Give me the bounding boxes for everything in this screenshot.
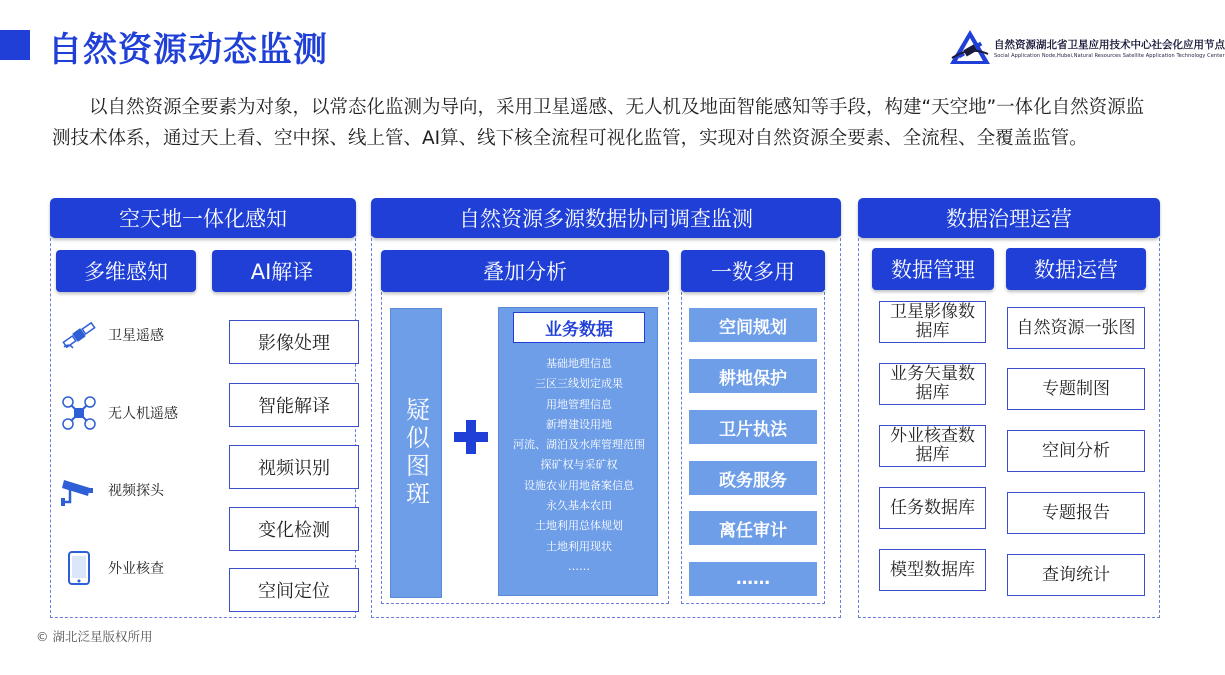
suspect-spot-label: 疑似图斑 [401, 397, 430, 509]
ops-item-query-statistics: 查询统计 [1007, 554, 1145, 596]
list-item: 设施农业用地备案信息 [524, 478, 634, 492]
db-item-business-vector: 业务矢量数据库 [879, 363, 986, 405]
list-item: 用地管理信息 [546, 397, 612, 411]
ai-title: AI解译 [212, 250, 352, 292]
multi-item-departure-audit: 离任审计 [689, 511, 817, 545]
ai-item-change-detection: 变化检测 [229, 507, 359, 551]
phone-icon [60, 550, 98, 586]
multi-item-government-service: 政务服务 [689, 461, 817, 495]
list-item: 河流、湖泊及水库管理范围 [513, 438, 645, 452]
org-subtitle: Social Application Node,Hubei,Natural Resources Satellite Application Technology Center [994, 53, 1225, 59]
ai-item-smart-interpretation: 智能解译 [229, 383, 359, 427]
multi-item-satellite-enforcement: 卫片执法 [689, 410, 817, 444]
multi-item-spatial-planning: 空间规划 [689, 308, 817, 342]
middle-panel-title: 自然资源多源数据协同调查监测 [371, 198, 841, 238]
db-item-satellite-image: 卫星影像数据库 [879, 301, 986, 343]
ops-item-resource-map: 自然资源一张图 [1007, 307, 1145, 349]
business-data-title: 业务数据 [513, 312, 645, 343]
business-data-list [499, 354, 659, 577]
list-item: 土地利用总体规划 [535, 519, 623, 533]
db-item-task: 任务数据库 [879, 487, 986, 529]
satellite-icon [60, 317, 98, 353]
list-item: 三区三线划定成果 [535, 377, 623, 391]
drone-icon [60, 395, 98, 431]
multi-item-farmland-protection: 耕地保护 [689, 359, 817, 393]
ai-item-video-recognition: 视频识别 [229, 445, 359, 489]
sensor-label: 外业核查 [108, 561, 164, 577]
list-item: 新增建设用地 [546, 417, 612, 431]
multi-item-more: …… [689, 562, 817, 596]
overlay-title: 叠加分析 [381, 250, 669, 292]
perception-title: 多维感知 [56, 250, 196, 292]
plus-icon [454, 420, 488, 454]
ai-item-image-processing: 影像处理 [229, 320, 359, 364]
list-item: 土地利用现状 [546, 539, 612, 553]
org-logo-icon [948, 28, 992, 68]
sensor-satellite [60, 315, 210, 355]
data-operation-title: 数据运营 [1006, 248, 1146, 290]
list-item: …… [568, 559, 590, 573]
ops-item-spatial-analysis: 空间分析 [1007, 430, 1145, 472]
sensor-drone [60, 393, 210, 433]
title-accent-bar [0, 30, 30, 60]
left-panel-title: 空天地一体化感知 [50, 198, 356, 238]
db-item-field-check: 外业核查数据库 [879, 425, 986, 467]
right-panel-title: 数据治理运营 [858, 198, 1160, 238]
db-item-model: 模型数据库 [879, 549, 986, 591]
intro-paragraph: 以自然资源全要素为对象，以常态化监测为导向，采用卫星遥感、无人机及地面智能感知等手段，构建“天空地”一体化自然资源监测技术体系，通过天上看、空中探、线上管、AI算、线下核全流程可视化监管，实现对自然资源全要素、全流程、全覆盖监管。 [52, 97, 1145, 149]
page-title: 自然资源动态监测 [48, 30, 328, 70]
copyright-text: © 湖北泛星版权所用 [36, 629, 153, 644]
suspect-spot-block [390, 308, 442, 598]
sensor-label: 视频探头 [108, 483, 164, 499]
list-item: 基础地理信息 [546, 357, 612, 370]
sensor-camera [60, 470, 210, 510]
list-item: 探矿权与采矿权 [540, 458, 618, 472]
ops-item-thematic-report: 专题报告 [1007, 492, 1145, 534]
camera-icon [60, 472, 98, 508]
list-item: 永久基本农田 [546, 499, 612, 513]
sensor-label: 无人机遥感 [108, 406, 178, 422]
ai-item-spatial-positioning: 空间定位 [229, 568, 359, 612]
business-data-panel [498, 307, 658, 596]
multi-use-title: 一数多用 [681, 250, 825, 292]
data-management-title: 数据管理 [872, 248, 994, 290]
org-name: 自然资源湖北省卫星应用技术中心社会化应用节点 [994, 39, 1225, 51]
sensor-label: 卫星遥感 [108, 328, 164, 344]
sensor-field-check [60, 548, 210, 588]
ops-item-thematic-mapping: 专题制图 [1007, 368, 1145, 410]
